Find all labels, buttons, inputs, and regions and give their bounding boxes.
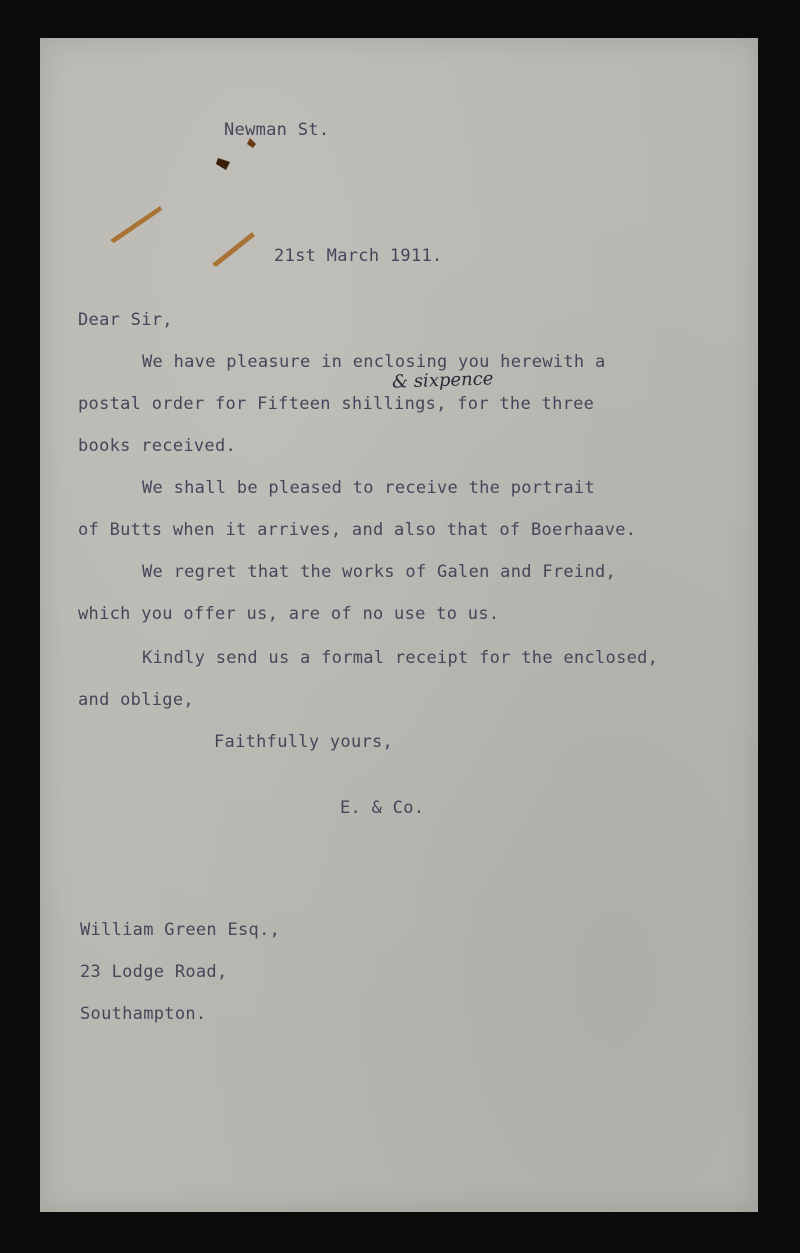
body-line-7: which you offer us, are of no use to us. [78,604,500,624]
letter-paper [40,38,758,1212]
closing: Faithfully yours, [214,732,394,752]
recipient-name: William Green Esq., [80,920,281,940]
recipient-city: Southampton. [80,1004,207,1024]
handwritten-insertion: & sixpence [391,368,494,393]
body-line-5: of Butts when it arrives, and also that of Boerhaave. [78,520,637,540]
recipient-street: 23 Lodge Road, [80,962,228,982]
signature: E. & Co. [340,798,425,818]
letter-date: 21st March 1911. [274,246,443,266]
sender-address: Newman St. [224,120,330,140]
salutation: Dear Sir, [78,310,173,330]
body-line-1: We have pleasure in enclosing you herewith a [142,352,606,372]
body-line-4: We shall be pleased to receive the portrait [142,478,595,498]
rust-stain-marks [100,128,270,278]
body-line-9: and oblige, [78,690,194,710]
body-line-2: postal order for Fifteen shillings, for the three [78,394,595,414]
body-line-3: books received. [78,436,237,456]
body-line-8: Kindly send us a formal receipt for the enclosed, [142,648,659,668]
body-line-6: We regret that the works of Galen and Freind, [142,562,617,582]
